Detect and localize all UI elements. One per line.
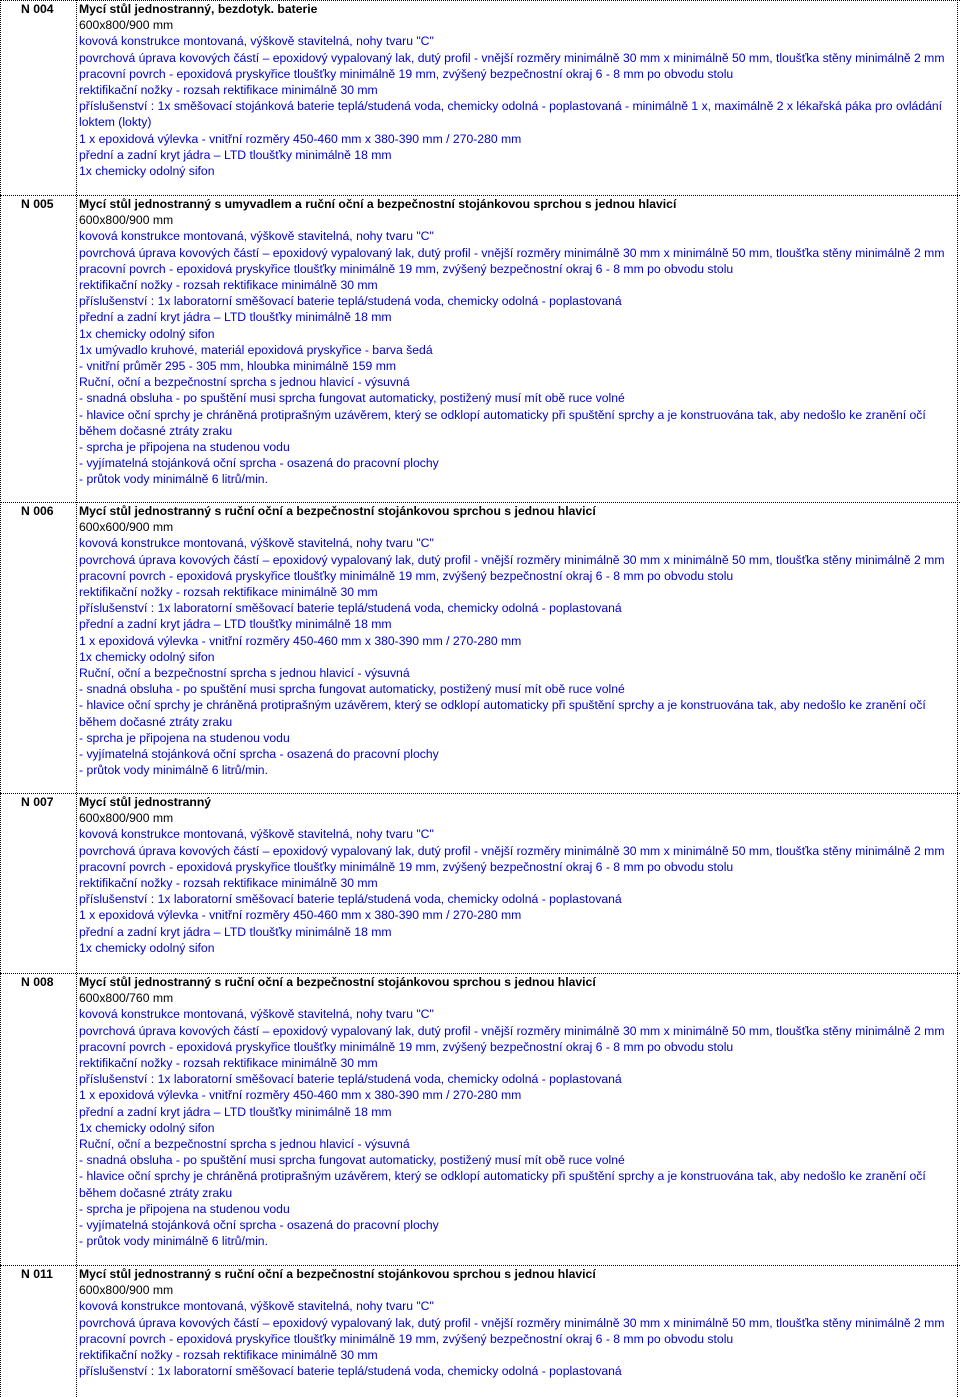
- spec-line: - vyjímatelná stojánková oční sprcha - osazená do pracovní plochy: [79, 1218, 439, 1233]
- spec-line: přední a zadní kryt jádra – LTD tloušťky minimálně 18 mm: [79, 924, 392, 939]
- spec-line: - průtok vody minimálně 6 litrů/min.: [79, 472, 268, 487]
- item-code: N 006: [21, 504, 54, 518]
- spec-line: kovová konstrukce montovaná, výškově stavitelná, nohy tvaru "C": [79, 1007, 434, 1022]
- spec-line: - snadná obsluha - po spuštění musi sprcha fungovat automaticky, postižený musí mít obě ruce volné: [79, 682, 625, 697]
- spec-line: kovová konstrukce montovaná, výškově stavitelná, nohy tvaru "C": [79, 827, 434, 842]
- item-title: Mycí stůl jednostranný, bezdotyk. baterie: [79, 2, 318, 16]
- spec-line: pracovní povrch - epoxidová pryskyřice tloušťky minimálně 19 mm, zvýšený bezpečnostní okraj 6 - 8 mm po obvodu stolu: [79, 1331, 734, 1346]
- spec-line: pracovní povrch - epoxidová pryskyřice tloušťky minimálně 19 mm, zvýšený bezpečnostní okraj 6 - 8 mm po obvodu stolu: [79, 568, 734, 583]
- spec-line: rektifikační nožky - rozsah rektifikace minimálně 30 mm: [79, 83, 378, 98]
- item-dimension: 600x800/900 mm: [79, 18, 174, 33]
- item-cell: [79, 1266, 957, 1379]
- item-code: N 005: [21, 197, 54, 211]
- item-code: N 007: [21, 795, 54, 809]
- spec-line: - sprcha je připojena na studenou vodu: [79, 1201, 290, 1216]
- spec-line: 1x chemicky odolný sifon: [79, 940, 215, 955]
- spec-line: přední a zadní kryt jádra – LTD tloušťky minimálně 18 mm: [79, 310, 392, 325]
- spec-line: přední a zadní kryt jádra – LTD tloušťky minimálně 18 mm: [79, 1104, 392, 1119]
- spec-line: povrchová úprava kovových částí – epoxidový vypalovaný lak, dutý profil - vnější rozměry minimálně 30 mm x minimálně 50 mm, tloušťka stěny minimálně 2 mm: [79, 245, 945, 260]
- spec-line: povrchová úprava kovových částí – epoxidový vypalovaný lak, dutý profil - vnější rozměry minimálně 30 mm x minimálně 50 mm, tloušťka stěny minimálně 2 mm: [79, 50, 945, 65]
- spec-line: povrchová úprava kovových částí – epoxidový vypalovaný lak, dutý profil - vnější rozměry minimálně 30 mm x minimálně 50 mm, tloušťka stěny minimálně 2 mm: [79, 1023, 945, 1038]
- spec-line: pracovní povrch - epoxidová pryskyřice tloušťky minimálně 19 mm, zvýšený bezpečnostní okraj 6 - 8 mm po obvodu stolu: [79, 1039, 734, 1054]
- spec-line: příslušenství : 1x směšovací stojánková baterie teplá/studená voda, chemicky odolná - poplastovaná - minimálně 1 x, maximálně 2 x lékařská páka pro ovládání loktem (lokty): [79, 99, 943, 130]
- spec-line: 1 x epoxidová výlevka - vnitřní rozměry 450-460 mm x 380-390 mm / 270-280 mm: [79, 131, 522, 146]
- spec-line: - vnitřní průměr 295 - 305 mm, hloubka minimálně 159 mm: [79, 359, 396, 374]
- spec-line: přední a zadní kryt jádra – LTD tloušťky minimálně 18 mm: [79, 617, 392, 632]
- spec-line: Ruční, oční a bezpečnostní sprcha s jednou hlavicí - výsuvná: [79, 1137, 410, 1152]
- item-title: Mycí stůl jednostranný s ruční oční a bezpečnostní stojánkovou sprchou s jednou hlavicí: [79, 504, 596, 518]
- item-code: N 008: [21, 975, 54, 989]
- item-cell: [79, 196, 957, 488]
- item-dimension: 600x800/900 mm: [79, 811, 174, 826]
- spec-line: - snadná obsluha - po spuštění musi sprcha fungovat automaticky, postižený musí mít obě ruce volné: [79, 1153, 625, 1168]
- spec-line: povrchová úprava kovových částí – epoxidový vypalovaný lak, dutý profil - vnější rozměry minimálně 30 mm x minimálně 50 mm, tloušťka stěny minimálně 2 mm: [79, 1315, 945, 1330]
- spec-line: přední a zadní kryt jádra – LTD tloušťky minimálně 18 mm: [79, 147, 392, 162]
- spec-line: 1 x epoxidová výlevka - vnitřní rozměry 450-460 mm x 380-390 mm / 270-280 mm: [79, 633, 522, 648]
- spec-line: 1x chemicky odolný sifon: [79, 326, 215, 341]
- item-cell: [79, 794, 957, 956]
- spec-line: 1x umývadlo kruhové, materiál epoxidová pryskyřice - barva šedá: [79, 342, 433, 357]
- spec-line: příslušenství : 1x laboratorní směšovací baterie teplá/studená voda, chemicky odolná - poplastovaná: [79, 892, 622, 907]
- spec-line: - sprcha je připojena na studenou vodu: [79, 440, 290, 455]
- item-title: Mycí stůl jednostranný s ruční oční a bezpečnostní stojánkovou sprchou s jednou hlavicí: [79, 1267, 596, 1281]
- spec-line: 1x chemicky odolný sifon: [79, 649, 215, 664]
- item-cell: [79, 1, 957, 179]
- spec-line: 1 x epoxidová výlevka - vnitřní rozměry 450-460 mm x 380-390 mm / 270-280 mm: [79, 908, 522, 923]
- spec-line: rektifikační nožky - rozsah rektifikace minimálně 30 mm: [79, 278, 378, 293]
- item-code: N 011: [21, 1267, 53, 1281]
- spec-line: rektifikační nožky - rozsah rektifikace minimálně 30 mm: [79, 1348, 378, 1363]
- spec-line: rektifikační nožky - rozsah rektifikace minimálně 30 mm: [79, 876, 378, 891]
- spec-line: - vyjímatelná stojánková oční sprcha - osazená do pracovní plochy: [79, 456, 439, 471]
- spec-line: - průtok vody minimálně 6 litrů/min.: [79, 763, 268, 778]
- spec-line: - snadná obsluha - po spuštění musi sprcha fungovat automaticky, postižený musí mít obě ruce volné: [79, 391, 625, 406]
- item-dimension: 600x800/760 mm: [79, 991, 174, 1006]
- item-title: Mycí stůl jednostranný s ruční oční a bezpečnostní stojánkovou sprchou s jednou hlavicí: [79, 975, 596, 989]
- spec-line: - hlavice oční sprchy je chráněná protiprašným uzávěrem, který se odklopí automaticky při spuštění sprchy a je konstruována tak, aby nedošlo ke zranění očí během dočasné ztráty zraku: [79, 698, 926, 729]
- spec-line: povrchová úprava kovových částí – epoxidový vypalovaný lak, dutý profil - vnější rozměry minimálně 30 mm x minimálně 50 mm, tloušťka stěny minimálně 2 mm: [79, 552, 945, 567]
- spec-line: 1x chemicky odolný sifon: [79, 164, 215, 179]
- spec-line: rektifikační nožky - rozsah rektifikace minimálně 30 mm: [79, 585, 378, 600]
- spec-line: kovová konstrukce montovaná, výškově stavitelná, nohy tvaru "C": [79, 34, 434, 49]
- spec-line: rektifikační nožky - rozsah rektifikace minimálně 30 mm: [79, 1056, 378, 1071]
- spec-line: příslušenství : 1x laboratorní směšovací baterie teplá/studená voda, chemicky odolná - poplastovaná: [79, 601, 622, 616]
- spec-line: pracovní povrch - epoxidová pryskyřice tloušťky minimálně 19 mm, zvýšený bezpečnostní okraj 6 - 8 mm po obvodu stolu: [79, 261, 734, 276]
- spec-line: - hlavice oční sprchy je chráněná protiprašným uzávěrem, který se odklopí automaticky při spuštění sprchy a je konstruována tak, aby nedošlo ke zranění očí během dočasné ztráty zraku: [79, 1169, 926, 1200]
- item-title: Mycí stůl jednostranný: [79, 795, 212, 809]
- spec-line: příslušenství : 1x laboratorní směšovací baterie teplá/studená voda, chemicky odolná - poplastovaná: [79, 294, 622, 309]
- spec-line: - hlavice oční sprchy je chráněná protiprašným uzávěrem, který se odklopí automaticky při spuštění sprchy a je konstruována tak, aby nedošlo ke zranění očí během dočasné ztráty zraku: [79, 407, 926, 438]
- spec-line: 1 x epoxidová výlevka - vnitřní rozměry 450-460 mm x 380-390 mm / 270-280 mm: [79, 1088, 522, 1103]
- spec-line: - vyjímatelná stojánková oční sprcha - osazená do pracovní plochy: [79, 747, 439, 762]
- spec-line: povrchová úprava kovových částí – epoxidový vypalovaný lak, dutý profil - vnější rozměry minimálně 30 mm x minimálně 50 mm, tloušťka stěny minimálně 2 mm: [79, 843, 945, 858]
- item-cell: [79, 974, 957, 1249]
- spec-line: kovová konstrukce montovaná, výškově stavitelná, nohy tvaru "C": [79, 229, 434, 244]
- spec-line: - průtok vody minimálně 6 litrů/min.: [79, 1234, 268, 1249]
- spec-line: kovová konstrukce montovaná, výškově stavitelná, nohy tvaru "C": [79, 536, 434, 551]
- spec-line: pracovní povrch - epoxidová pryskyřice tloušťky minimálně 19 mm, zvýšený bezpečnostní okraj 6 - 8 mm po obvodu stolu: [79, 859, 734, 874]
- spec-line: - sprcha je připojena na studenou vodu: [79, 730, 290, 745]
- item-cell: [79, 503, 957, 778]
- table-border-right: [957, 0, 958, 1397]
- spec-line: pracovní povrch - epoxidová pryskyřice tloušťky minimálně 19 mm, zvýšený bezpečnostní okraj 6 - 8 mm po obvodu stolu: [79, 66, 734, 81]
- item-dimension: 600x800/900 mm: [79, 1283, 174, 1298]
- item-code: N 004: [21, 2, 54, 16]
- spec-line: 1x chemicky odolný sifon: [79, 1120, 215, 1135]
- item-dimension: 600x800/900 mm: [79, 213, 174, 228]
- spec-line: Ruční, oční a bezpečnostní sprcha s jednou hlavicí - výsuvná: [79, 375, 410, 390]
- spec-line: příslušenství : 1x laboratorní směšovací baterie teplá/studená voda, chemicky odolná - poplastovaná: [79, 1072, 622, 1087]
- spec-line: Ruční, oční a bezpečnostní sprcha s jednou hlavicí - výsuvná: [79, 666, 410, 681]
- item-dimension: 600x600/900 mm: [79, 520, 174, 535]
- spec-line: příslušenství : 1x laboratorní směšovací baterie teplá/studená voda, chemicky odolná - poplastovaná: [79, 1364, 622, 1379]
- spec-line: kovová konstrukce montovaná, výškově stavitelná, nohy tvaru "C": [79, 1299, 434, 1314]
- item-title: Mycí stůl jednostranný s umyvadlem a ruční oční a bezpečnostní stojánkovou sprchou s jednou hlavicí: [79, 197, 677, 211]
